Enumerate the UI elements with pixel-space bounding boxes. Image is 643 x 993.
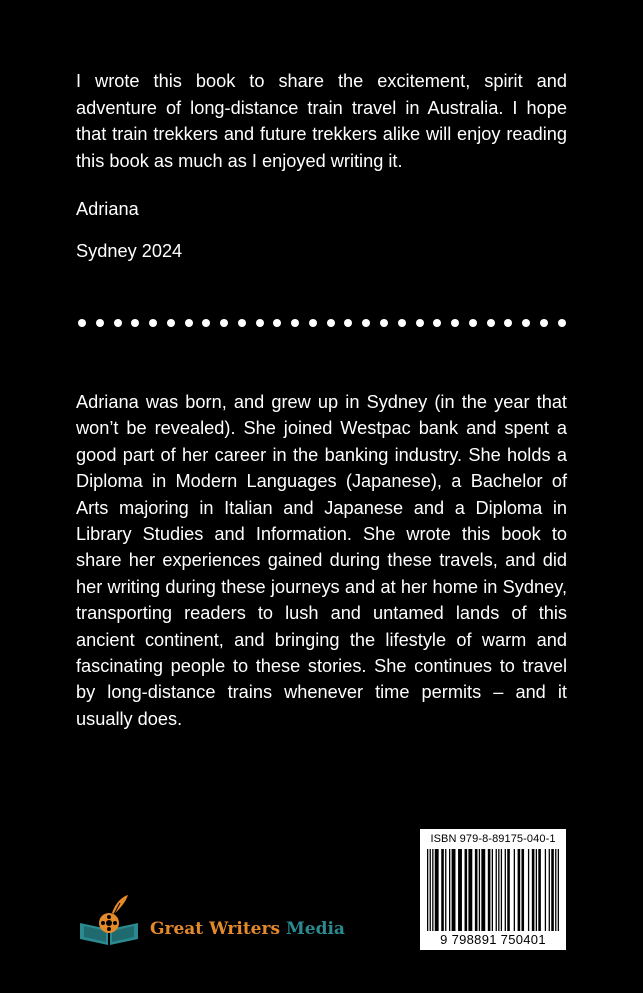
intro-paragraph: I wrote this book to share the excitement, spirit and adventure of long-distance train travel in Australia. I hope that train trekkers and future trekkers alike will enjoy reading this book as much as I enjoyed writing it. [76,71,567,171]
barcode-bar [514,849,515,931]
divider-dot [256,319,264,327]
barcode-bar [498,849,499,931]
divider-dot [451,319,459,327]
publisher-name-part1: Great Writers [150,919,281,939]
publisher-name-part2: Media [285,919,345,939]
divider-dot [327,319,335,327]
barcode-bar [501,849,502,931]
barcode-bar [468,849,472,931]
divider-dot [522,319,530,327]
divider-dot [344,319,352,327]
barcode-bar [536,849,537,931]
barcode-bar [505,849,506,931]
barcode-bar [427,849,428,931]
divider-dot [487,319,495,327]
isbn-barcode [420,829,566,950]
divider-dot [114,319,122,327]
divider-dot [220,319,228,327]
barcode-bar [452,849,456,931]
divider-dot [131,319,139,327]
divider-dot [433,319,441,327]
divider-dot [309,319,317,327]
barcode-bar [449,849,450,931]
barcode-bar [481,849,485,931]
barcode-bar [496,849,497,931]
barcode-bar [435,849,439,931]
divider-dot [380,319,388,327]
divider-dot [238,319,246,327]
dotted-divider [78,318,566,328]
barcode-bar [528,849,529,931]
publisher-logo [76,893,345,949]
barcode-bar [445,849,446,931]
barcode-bar [432,849,433,931]
barcode-bars [427,849,559,931]
divider-dot [398,319,406,327]
barcode-bar [521,849,524,931]
barcode-bar [538,849,541,931]
barcode-bar [555,849,556,931]
barcode-bar [488,849,491,931]
barcode-bar [475,849,478,931]
book-quill-film-icon [76,893,146,949]
divider-dot [185,319,193,327]
barcode-bar [441,849,444,931]
divider-dot [78,319,86,327]
author-bio: Adriana was born, and grew up in Sydney (in the year that won’t be revealed). She joined Westpac bank and spent a good part of her career in the banking industry. She holds a Diploma in Modern Languages (Japanese), a Bachelor of Arts majoring in Italian and Japanese and a Diploma in Library Studies and Information. She wrote this book to share her experiences gained during these travels, and did her writing during these journeys and at her home in Sydney, transporting readers to lush and untamed lands of this ancient continent, and bringing the lifestyle of warm and fascinating people to these stories. She continues to travel by long-distance trains whenever time permits – and it usually does. [76,392,567,729]
barcode-bar [492,849,493,931]
barcode-bar [465,849,468,931]
divider-dot [362,319,370,327]
barcode-bar [507,849,510,931]
publisher-name [150,919,345,939]
barcode-bar [558,849,559,931]
divider-dot [416,319,424,327]
barcode-digits: 9 798891 750401 [440,932,546,947]
divider-dot [291,319,299,327]
divider-dot [167,319,175,327]
isbn-label: ISBN 979-8-89175-040-1 [430,833,556,845]
divider-dot [273,319,281,327]
author-signature: Adriana [76,199,139,219]
divider-dot [540,319,548,327]
barcode-bar [518,849,521,931]
divider-dot [96,319,104,327]
barcode-bar [549,849,550,931]
barcode-bar [430,849,431,931]
divider-dot [469,319,477,327]
divider-dot [504,319,512,327]
divider-dot [202,319,210,327]
barcode-bar [545,849,546,931]
divider-dot [558,319,566,327]
barcode-bar [479,849,480,931]
divider-dot [149,319,157,327]
barcode-bar [458,849,462,931]
barcode-bar [551,849,554,931]
barcode-bar [532,849,535,931]
place-date: Sydney 2024 [76,241,183,261]
